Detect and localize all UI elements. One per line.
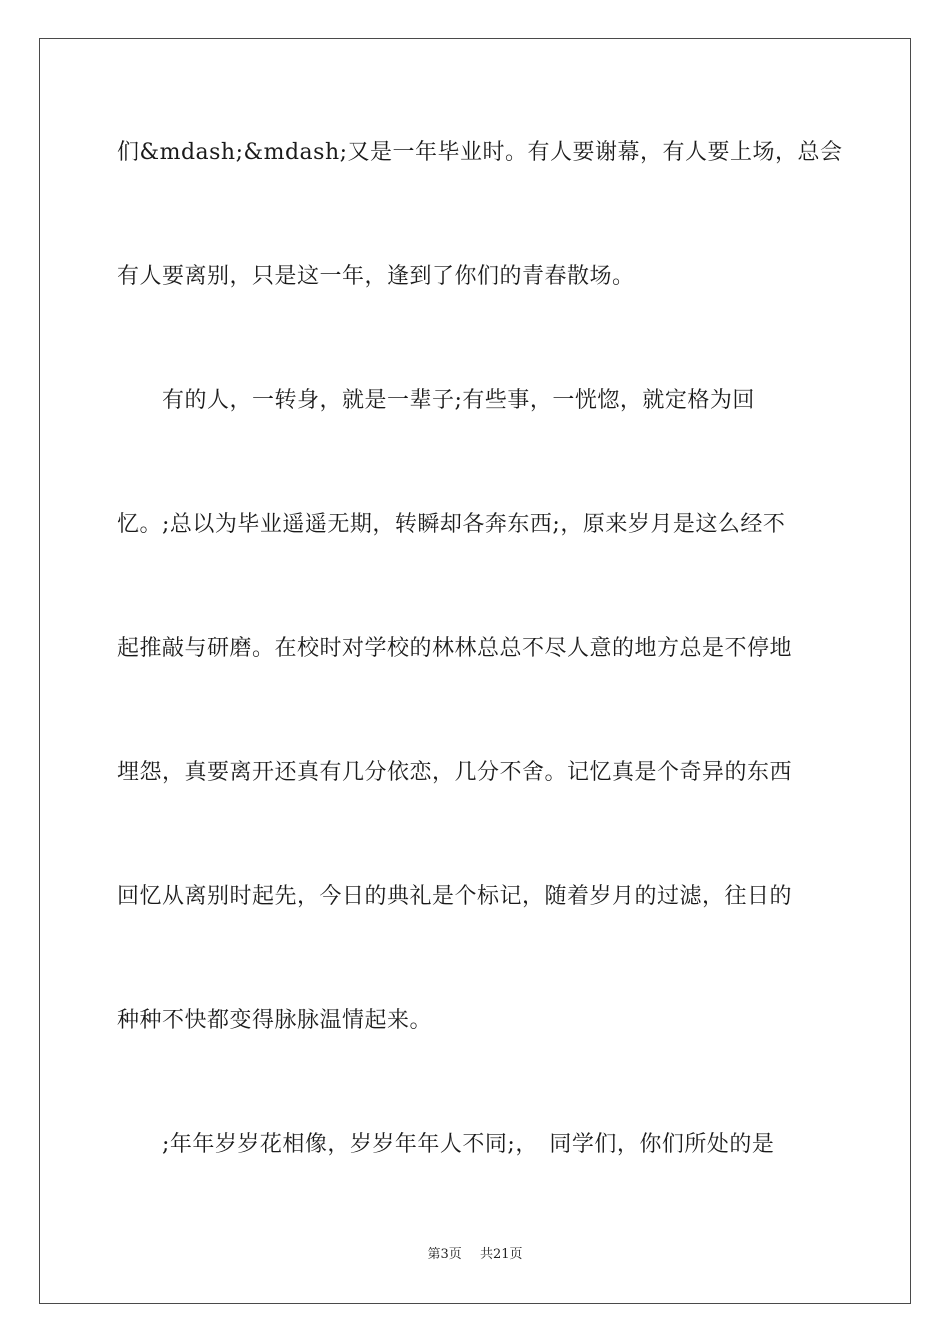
paragraph-line: 有的人，一转身，就是一辈子;有些事，一恍惚，就定格为回 (117, 388, 755, 413)
paragraph-line: 忆。;总以为毕业遥遥无期，转瞬却各奔东西;，原来岁月是这么经不 (117, 512, 786, 537)
paragraph-line: 回忆从离别时起先，今日的典礼是个标记，随着岁月的过滤，往日的 (117, 884, 793, 909)
page-border (39, 38, 911, 1304)
page-number-current: 第3页 (427, 1247, 462, 1262)
page-number-total: 共21页 (479, 1247, 523, 1262)
paragraph-line: 种种不快都变得脉脉温情起来。 (117, 1008, 433, 1033)
paragraph-line: 有人要离别，只是这一年，逢到了你们的青春散场。 (117, 264, 635, 289)
paragraph-line: 埋怨，真要离开还真有几分依恋，几分不舍。记忆真是个奇异的东西 (117, 760, 793, 785)
paragraph-line: ;年年岁岁花相像，岁岁年年人不同;， 同学们，你们所处的是 (117, 1132, 775, 1157)
paragraph-line: 起推敲与研磨。在校时对学校的林林总总不尽人意的地方总是不停地 (117, 636, 793, 661)
page-footer (0, 1246, 950, 1264)
paragraph-line: 们&mdash;&mdash;又是一年毕业时。有人要谢幕，有人要上场，总会 (117, 140, 843, 165)
